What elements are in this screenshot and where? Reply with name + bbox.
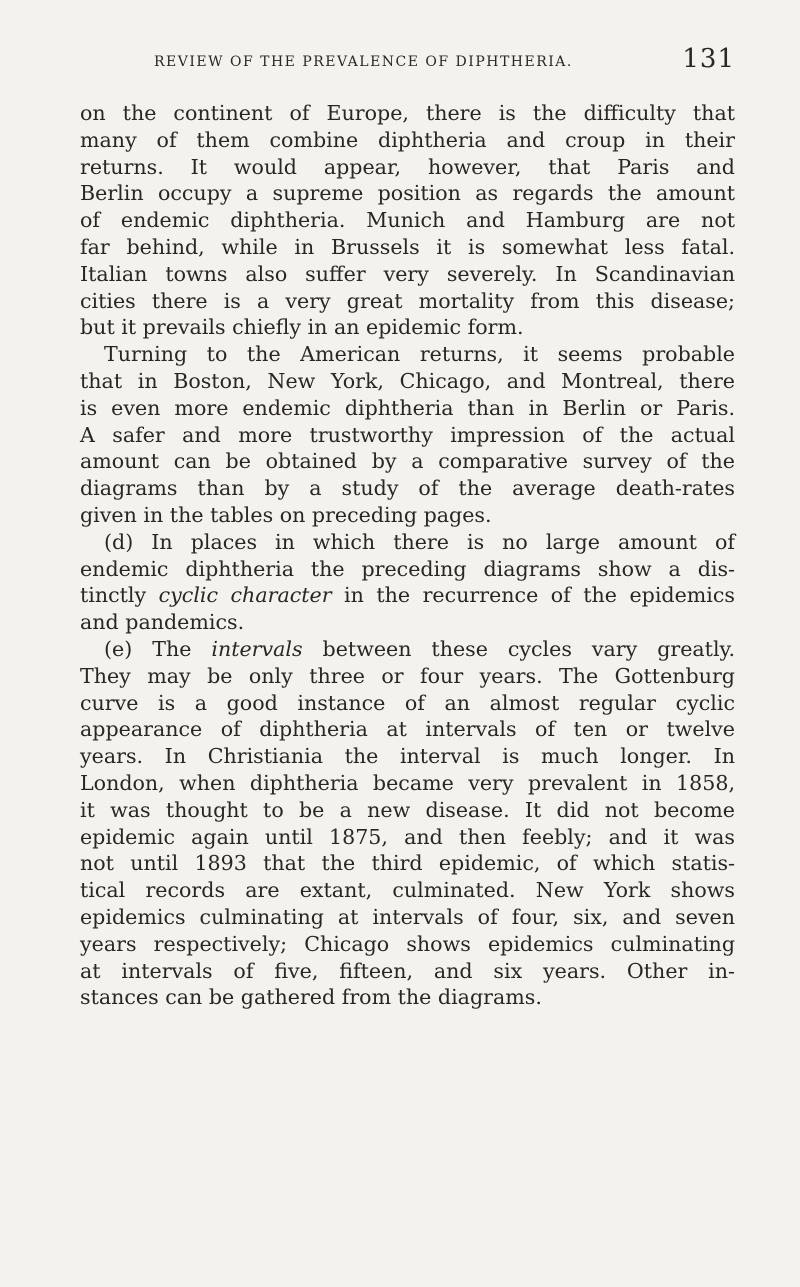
text-line: years. In Christiania the interval is much longer. In [80,744,735,769]
text-run: in the recurrence of the epidemics [331,583,735,608]
text-line: that in Boston, New York, Chicago, and Montreal, there [80,368,735,393]
text-line: Italian towns also suffer very severely. In Scandinavian [80,261,735,286]
paragraph-1 [80,100,735,341]
text-line: London, when diphtheria became very prevalent in 1858, [80,770,735,795]
text-line: returns. It would appear, however, that Paris and [80,154,735,179]
text-line-with-emphasis [80,636,735,663]
text-line: Turning to the American returns, it seems probable [104,342,735,367]
text-line: They may be only three or four years. The Gottenburg [80,663,735,688]
text-line: cities there is a very great mortality from this disease; [80,288,735,313]
text-line: endemic diphtheria the preceding diagrams show a dis- [80,556,735,581]
text-line: far behind, while in Brussels it is somewhat less fatal. [80,234,735,259]
paragraph-d [80,529,735,636]
text-line: curve is a good instance of an almost regular cyclic [80,690,735,715]
text-line: stances can be gathered from the diagrams. [80,985,542,1010]
text-line: it was thought to be a new disease. It did not become [80,797,735,822]
text-line: is even more endemic diphtheria than in Berlin or Paris. [80,395,735,420]
running-head: REVIEW OF THE PREVALENCE OF DIPHTHERIA. [154,54,573,70]
text-line: on the continent of Europe, there is the difficulty that [80,101,735,125]
text-line: amount can be obtained by a comparative survey of the [80,449,735,474]
text-run: between these cycles vary greatly. [302,636,735,661]
text-line: at intervals of five, fifteen, and six years. Other in- [80,958,735,983]
text-line: epidemics culminating at intervals of four, six, and seven [80,904,735,929]
text-line-with-emphasis [80,582,735,609]
emphasis-cyclic-character: cyclic character [158,583,332,608]
text-line: and pandemics. [80,610,245,635]
text-line: many of them combine diphtheria and croup in their [80,127,735,152]
text-line: appearance of diphtheria at intervals of ten or twelve [80,717,735,742]
body-text [80,100,735,1011]
page-header [80,44,735,78]
text-line: given in the tables on preceding pages. [80,502,492,527]
text-line: diagrams than by a study of the average death-rates [80,476,735,501]
text-line: of endemic diphtheria. Munich and Hamburg are not [80,208,735,233]
text-line: years respectively; Chicago shows epidemics culminating [80,931,735,956]
text-line: tical records are extant, culminated. New York shows [80,878,735,903]
page-number: 131 [682,44,735,74]
text-line: not until 1893 that the third epidemic, of which statis- [80,851,735,876]
text-line: (d) In places in which there is no large amount of [104,529,735,554]
text-run: (e) The [104,636,212,661]
text-line: epidemic again until 1875, and then feebly; and it was [80,824,735,849]
paragraph-e [80,636,735,1011]
paragraph-2 [80,341,735,529]
text-line: A safer and more trustworthy impression of the actual [80,422,735,447]
text-line: but it prevails chiefly in an epidemic form. [80,315,524,340]
emphasis-intervals: intervals [211,636,303,661]
text-line: Berlin occupy a supreme position as regards the amount [80,181,735,206]
text-run: tinctly [80,583,159,608]
